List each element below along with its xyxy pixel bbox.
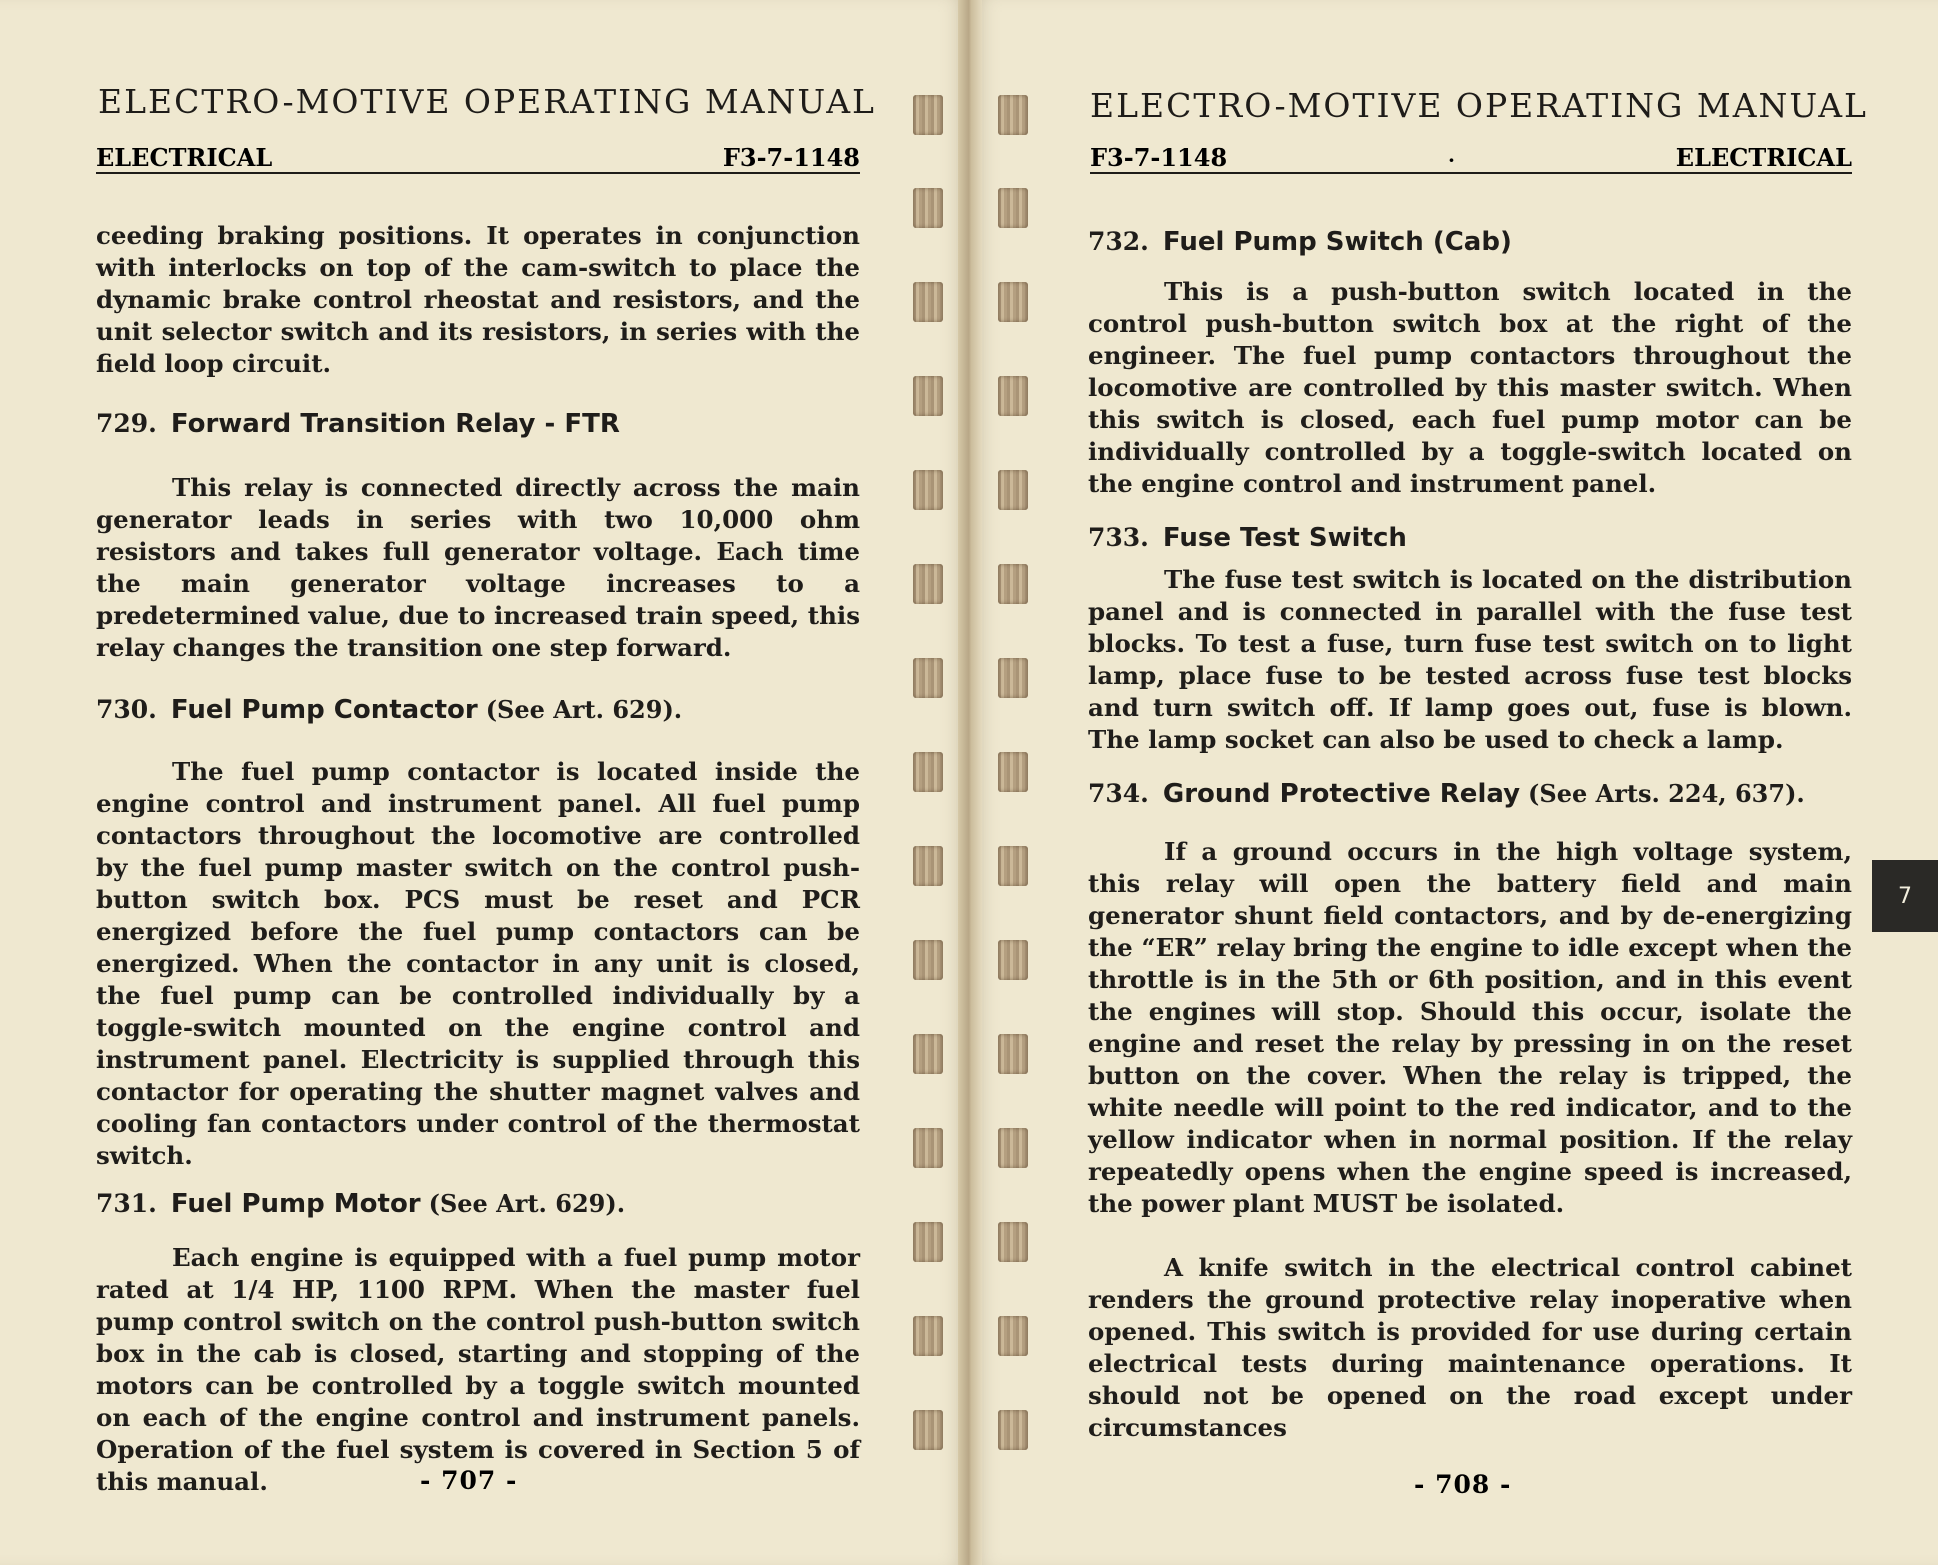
- section-730-body: The fuel pump contactor is located inside the engine control and instrument panel. All fuel pump contactors throughout the locomotive are controlled by the fuel pump master switch on the control push-button switch box. PCS must be reset and PCR energized before the fuel pump contactors can be energized. When the contactor in any unit is closed, the fuel pump can be controlled individually by a toggle-switch mounted on the engine control and instrument panel. Electricity is supplied through this contactor for operating the shutter magnet valves and cooling fan contactors under control of the thermostat switch.: [96, 757, 860, 1170]
- binding-hole: [913, 1316, 943, 1356]
- section-730-heading: [96, 694, 860, 726]
- page-number: - 708 -: [1414, 1470, 1512, 1499]
- section-reference: (See Art. 629).: [485, 695, 683, 724]
- binding-hole: [998, 846, 1028, 886]
- section-title: Fuse Test Switch: [1162, 523, 1407, 553]
- section-reference: (See Art. 629).: [428, 1189, 626, 1218]
- section-tab: 7: [1872, 860, 1938, 932]
- binding-hole: [913, 1410, 943, 1450]
- section-number: 733.: [1088, 523, 1149, 552]
- section-reference: (See Arts. 224, 637).: [1528, 779, 1805, 808]
- binding-hole: [998, 95, 1028, 135]
- section-title: Ground Protective Relay: [1162, 779, 1521, 809]
- section-731-body: Each engine is equipped with a fuel pump motor rated at 1/4 HP, 1100 RPM. When the master fuel pump control switch on the control push-button switch box in the cab is closed, starting and stopping of the motors can be controlled by a toggle switch mounted on each of the engine control and instrument panels. Operation of the fuel system is covered in Section 5 of this manual.: [96, 1243, 860, 1496]
- section-734-body: If a ground occurs in the high voltage system, this relay will open the battery field and main generator shunt field contactors, and by de-energizing the “ER” relay bring the engine to idle except when the throttle is in the 5th or 6th position, and in this event the engines will stop. Should this occur, isolate the engine and reset the relay by pressing in on the reset button on the cover. When the relay is tripped, the white needle will point to the red indicator, and to the yellow indicator when in normal position. If the relay repeatedly opens when the engine speed is increased, the power plant MUST be isolated.: [1088, 837, 1852, 1218]
- binding-hole: [913, 470, 943, 510]
- binding-gutter: [958, 0, 982, 1565]
- header-document-code: F3-7-1148: [1090, 143, 1228, 172]
- section-729-heading: [96, 408, 860, 440]
- section-title: Fuel Pump Motor: [170, 1189, 421, 1219]
- binding-hole: [998, 1316, 1028, 1356]
- section-title: Forward Transition Relay - FTR: [170, 409, 620, 439]
- section-733-body: The fuse test switch is located on the distribution panel and is connected in parallel with the fuse test blocks. To test a fuse, turn fuse test switch on to light lamp, place fuse to be tested across fuse test blocks and turn switch off. If lamp goes out, fuse is blown. The lamp socket can also be used to check a lamp.: [1088, 565, 1852, 754]
- manual-title: ELECTRO-MOTIVE OPERATING MANUAL: [1090, 86, 1868, 125]
- binding-hole: [998, 376, 1028, 416]
- continuation-paragraph: ceeding braking positions. It operates in conjunction with interlocks on top of the cam-switch to place the dynamic brake control rheostat and resistors, and the unit selector switch and its resistors, in series with the field loop circuit.: [96, 221, 860, 378]
- section-number: 730.: [96, 695, 157, 724]
- binding-hole: [913, 846, 943, 886]
- binding-hole: [913, 940, 943, 980]
- section-732-body: This is a push-button switch located in the control push-button switch box at the right of the engineer. The fuel pump contactors throughout the locomotive are controlled by this master switch. When this switch is closed, each fuel pump motor can be individually controlled by a toggle-switch located on the engine control and instrument panel.: [1088, 277, 1852, 498]
- section-number: 731.: [96, 1189, 157, 1218]
- section-number: 734.: [1088, 779, 1149, 808]
- page-header: [1090, 140, 1852, 174]
- header-document-code: F3-7-1148: [722, 143, 860, 172]
- section-733-heading: [1088, 522, 1852, 554]
- binding-hole: [913, 188, 943, 228]
- section-title: Fuel Pump Switch (Cab): [1162, 227, 1512, 257]
- page-header: [96, 140, 860, 174]
- binding-hole: [998, 1222, 1028, 1262]
- page-number: - 707 -: [420, 1466, 518, 1495]
- binding-hole: [913, 658, 943, 698]
- binding-hole: [913, 282, 943, 322]
- right-page-body: [1088, 226, 1852, 1444]
- section-729-body: This relay is connected directly across the main generator leads in series with two 10,000 ohm resistors and takes full generator voltage. Each time the main generator voltage increases to a predetermined value, due to increased train speed, this relay changes the transition one step forward.: [96, 473, 860, 662]
- binding-hole: [913, 752, 943, 792]
- binding-hole: [998, 188, 1028, 228]
- section-731-heading: [96, 1188, 860, 1220]
- binding-hole: [998, 470, 1028, 510]
- binding-hole: [998, 752, 1028, 792]
- section-number: 732.: [1088, 227, 1149, 256]
- header-section-label: ELECTRICAL: [96, 143, 273, 172]
- binding-hole: [998, 1128, 1028, 1168]
- left-page-body: [96, 220, 860, 1498]
- binding-hole: [998, 1410, 1028, 1450]
- section-number: 729.: [96, 409, 157, 438]
- left-page: [0, 0, 968, 1565]
- binding-hole: [998, 282, 1028, 322]
- section-734-heading: [1088, 778, 1852, 810]
- manual-title: ELECTRO-MOTIVE OPERATING MANUAL: [98, 82, 876, 121]
- section-732-heading: [1088, 226, 1852, 258]
- binding-hole: [998, 1034, 1028, 1074]
- binding-hole: [913, 376, 943, 416]
- binding-hole: [913, 95, 943, 135]
- binding-hole: [998, 564, 1028, 604]
- binding-hole: [998, 658, 1028, 698]
- binding-hole: [913, 1034, 943, 1074]
- binding-hole: [913, 564, 943, 604]
- header-divider-dot: ·: [1447, 148, 1455, 172]
- header-section-label: ELECTRICAL: [1675, 143, 1852, 172]
- section-734-body-continued: A knife switch in the electrical control cabinet renders the ground protective relay inoperative when opened. This switch is provided for use during certain electrical tests during maintenance operations. It should not be opened on the road except under circumstances: [1088, 1253, 1852, 1442]
- binding-hole: [913, 1128, 943, 1168]
- section-title: Fuel Pump Contactor: [170, 695, 478, 725]
- binding-hole: [913, 1222, 943, 1262]
- binding-hole: [998, 940, 1028, 980]
